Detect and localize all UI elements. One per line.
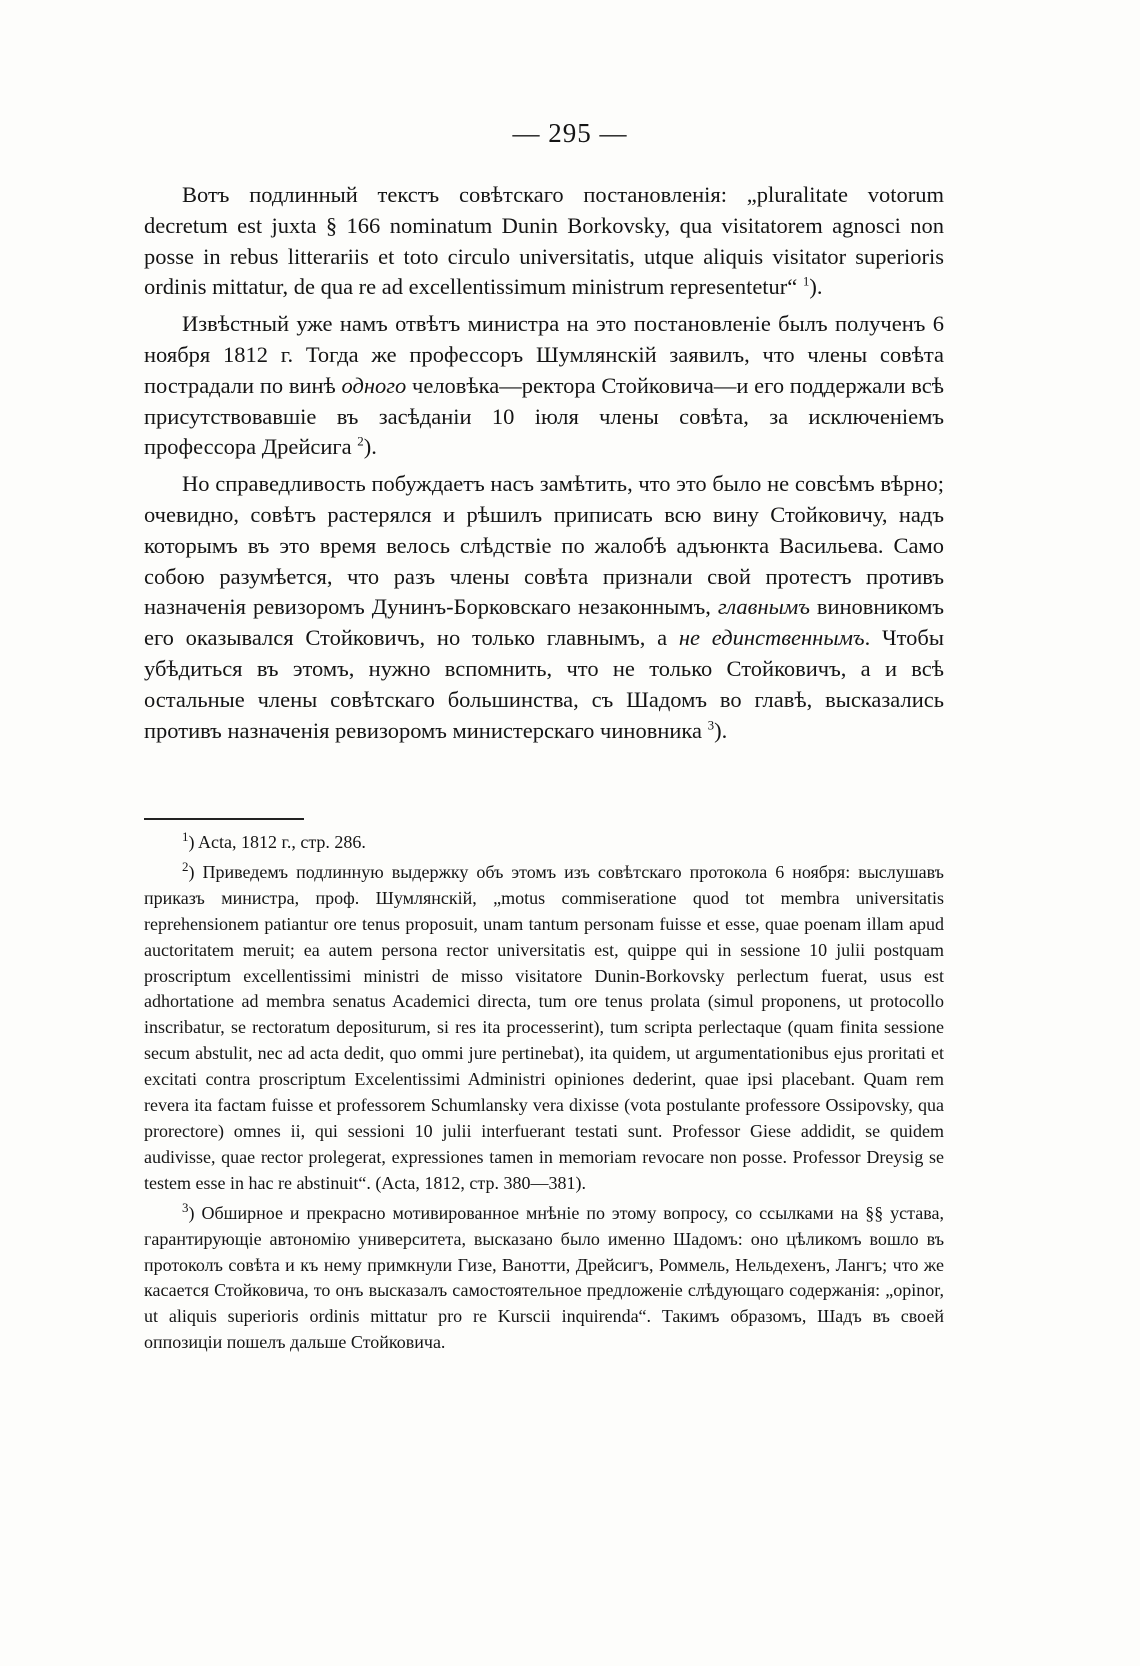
paragraph-2-text-a: Извѣстный уже намъ отвѣтъ министра на это постановленіе былъ полученъ 6 ноября 1812 г. Тогда же профессоръ Шумлянскій заявилъ, что члены совѣта пострадали по винѣ xyxy=(144,311,944,398)
paragraph-1 xyxy=(144,180,944,303)
paragraph-3 xyxy=(144,469,944,746)
footnote-2-text: ) Приведемъ подлинную выдержку объ этомъ изъ совѣтскаго протокола 6 ноября: выслушавъ приказъ министра, проф. Шумлянскій, „motus commiseratione quod tot membra universitatis reprehensionem patiantur ore tenus proposuit, unam tantum personam fuisse et esse, quae poenam illam apud auctoritatem meruit; ea autem persona rector universitatis est, quippe qui in sessione 10 julii postquam proscriptum excellentissimi ministri de misso visitatore Dunin-Borkovsky perlectum fuerat, usus est adhortatione ad membra senatus Academici directa, tum ore tenus prolata (simul proponens, ut protocollo inscribatur, se rectoratum depositurum, si res ita processerint), tum scripta perlectaque (quam finita sessione secum abstulit, nec ad acta dedit, quo ommi jure pertinebat), ita quidem, ut argumentationibus ejus proritati et excitati contra proscriptum Excelentissimi Administri opiniones dederint, quae ipsi placebant. Quam rem revera ita factam fuisse et professorem Schumlansky vera dixisse (vota postulante professore Ossipovsky, qua prorectore) omnes ii, qui sessioni 10 julii interfuerant testati sunt. Professor Giese addidit, se quidem audivisse, quae rector prolegerat, expressiones tamen in memoriam revocare non posse. Professor Dreysig se testem esse in hac re abstinuit“. (Acta, 1812, стр. 380—381). xyxy=(144,861,944,1193)
footnote-ref-3: 3 xyxy=(707,717,715,733)
footnote-2 xyxy=(144,860,944,1197)
footnote-1-mark: 1 xyxy=(182,829,189,844)
paragraph-2-text-b: человѣка—ректора Стойковича—и его поддержали всѣ присутствовавшіе въ засѣданіи 10 іюля члены совѣта, за исключеніемъ профессора Дрейсига xyxy=(144,372,944,460)
footnote-1 xyxy=(144,830,944,856)
page-number: — 295 — xyxy=(512,118,628,148)
footnote-3-text: ) Обширное и прекрасно мотивированное мнѣніе по этому вопросу, со ссылками на §§ устава, гарантирующіе автономію университета, высказано было именно Шадомъ: оно цѣликомъ вошло въ протоколъ совѣта и къ нему примкнули Гизе, Ванотти, Дрейсигъ, Роммель, Нельдехенъ, Лангъ; что же касается Стойковича, то онъ высказалъ самостоятельное предложеніе слѣдующаго содержанія: „opinor, ut aliquis superioris ordinis mittatur pro re Kurscii inquirenda“. Такимъ образомъ, Шадъ въ своей оппозиціи пошелъ дальше Стойковича. xyxy=(144,1202,944,1353)
main-text xyxy=(144,180,944,752)
paragraph-3-emphasis-2: не единственнымъ xyxy=(678,625,865,651)
footnote-1-text: ) Acta, 1812 г., стр. 286. xyxy=(188,832,366,852)
paragraph-3-text-c: . Чтобы убѣдиться въ этомъ, нужно вспомнить, что не только Стойковичъ, а и всѣ остальные члены совѣтскаго большинства, съ Шадомъ во главѣ, высказались противъ назначенія ревизоромъ министерскаго чиновника xyxy=(144,625,944,743)
footnote-ref-1: 1 xyxy=(802,273,810,289)
footnote-divider xyxy=(144,818,304,820)
paragraph-3-text-a: Но справедливость побуждаетъ насъ замѣтить, что это было не совсѣмъ вѣрно; очевидно, совѣтъ растерялся и рѣшилъ приписать всю вину Стойковичу, надъ которымъ въ это время велось слѣдствіе по жалобѣ адъюнкта Васильева. Само собою разумѣется, что разъ члены совѣта признали свой протестъ противъ назначенія ревизоромъ Дунинъ-Борковскаго незаконнымъ, xyxy=(144,471,944,620)
footnotes xyxy=(144,830,944,1360)
paragraph-3-text-b: виновникомъ его оказывался Стойковичъ, но только главнымъ, а xyxy=(144,594,944,651)
paragraph-2-tail: ). xyxy=(363,434,377,460)
paragraph-1-tail: ). xyxy=(809,274,823,300)
paragraph-3-tail: ). xyxy=(714,717,728,743)
footnote-3 xyxy=(144,1201,944,1356)
paragraph-3-emphasis-1: главнымъ xyxy=(717,594,810,620)
footnote-ref-2: 2 xyxy=(357,433,364,449)
paragraph-1-text: Вотъ подлинный текстъ совѣтскаго постановленія: „pluralitate votorum decretum est juxta § 166 nominatum Dunin Borkovsky, qua visitatorem agnosci non posse in rebus litterariis et toto circulo universitatis, utque aliquis visitator superioris ordinis mittatur, de qua re ad excellentissimum ministrum representetur“ xyxy=(144,182,944,300)
footnote-2-mark: 2 xyxy=(182,858,189,874)
paragraph-2 xyxy=(144,309,944,463)
paragraph-2-emphasis: одного xyxy=(341,372,407,398)
footnote-3-mark: 3 xyxy=(182,1199,189,1215)
